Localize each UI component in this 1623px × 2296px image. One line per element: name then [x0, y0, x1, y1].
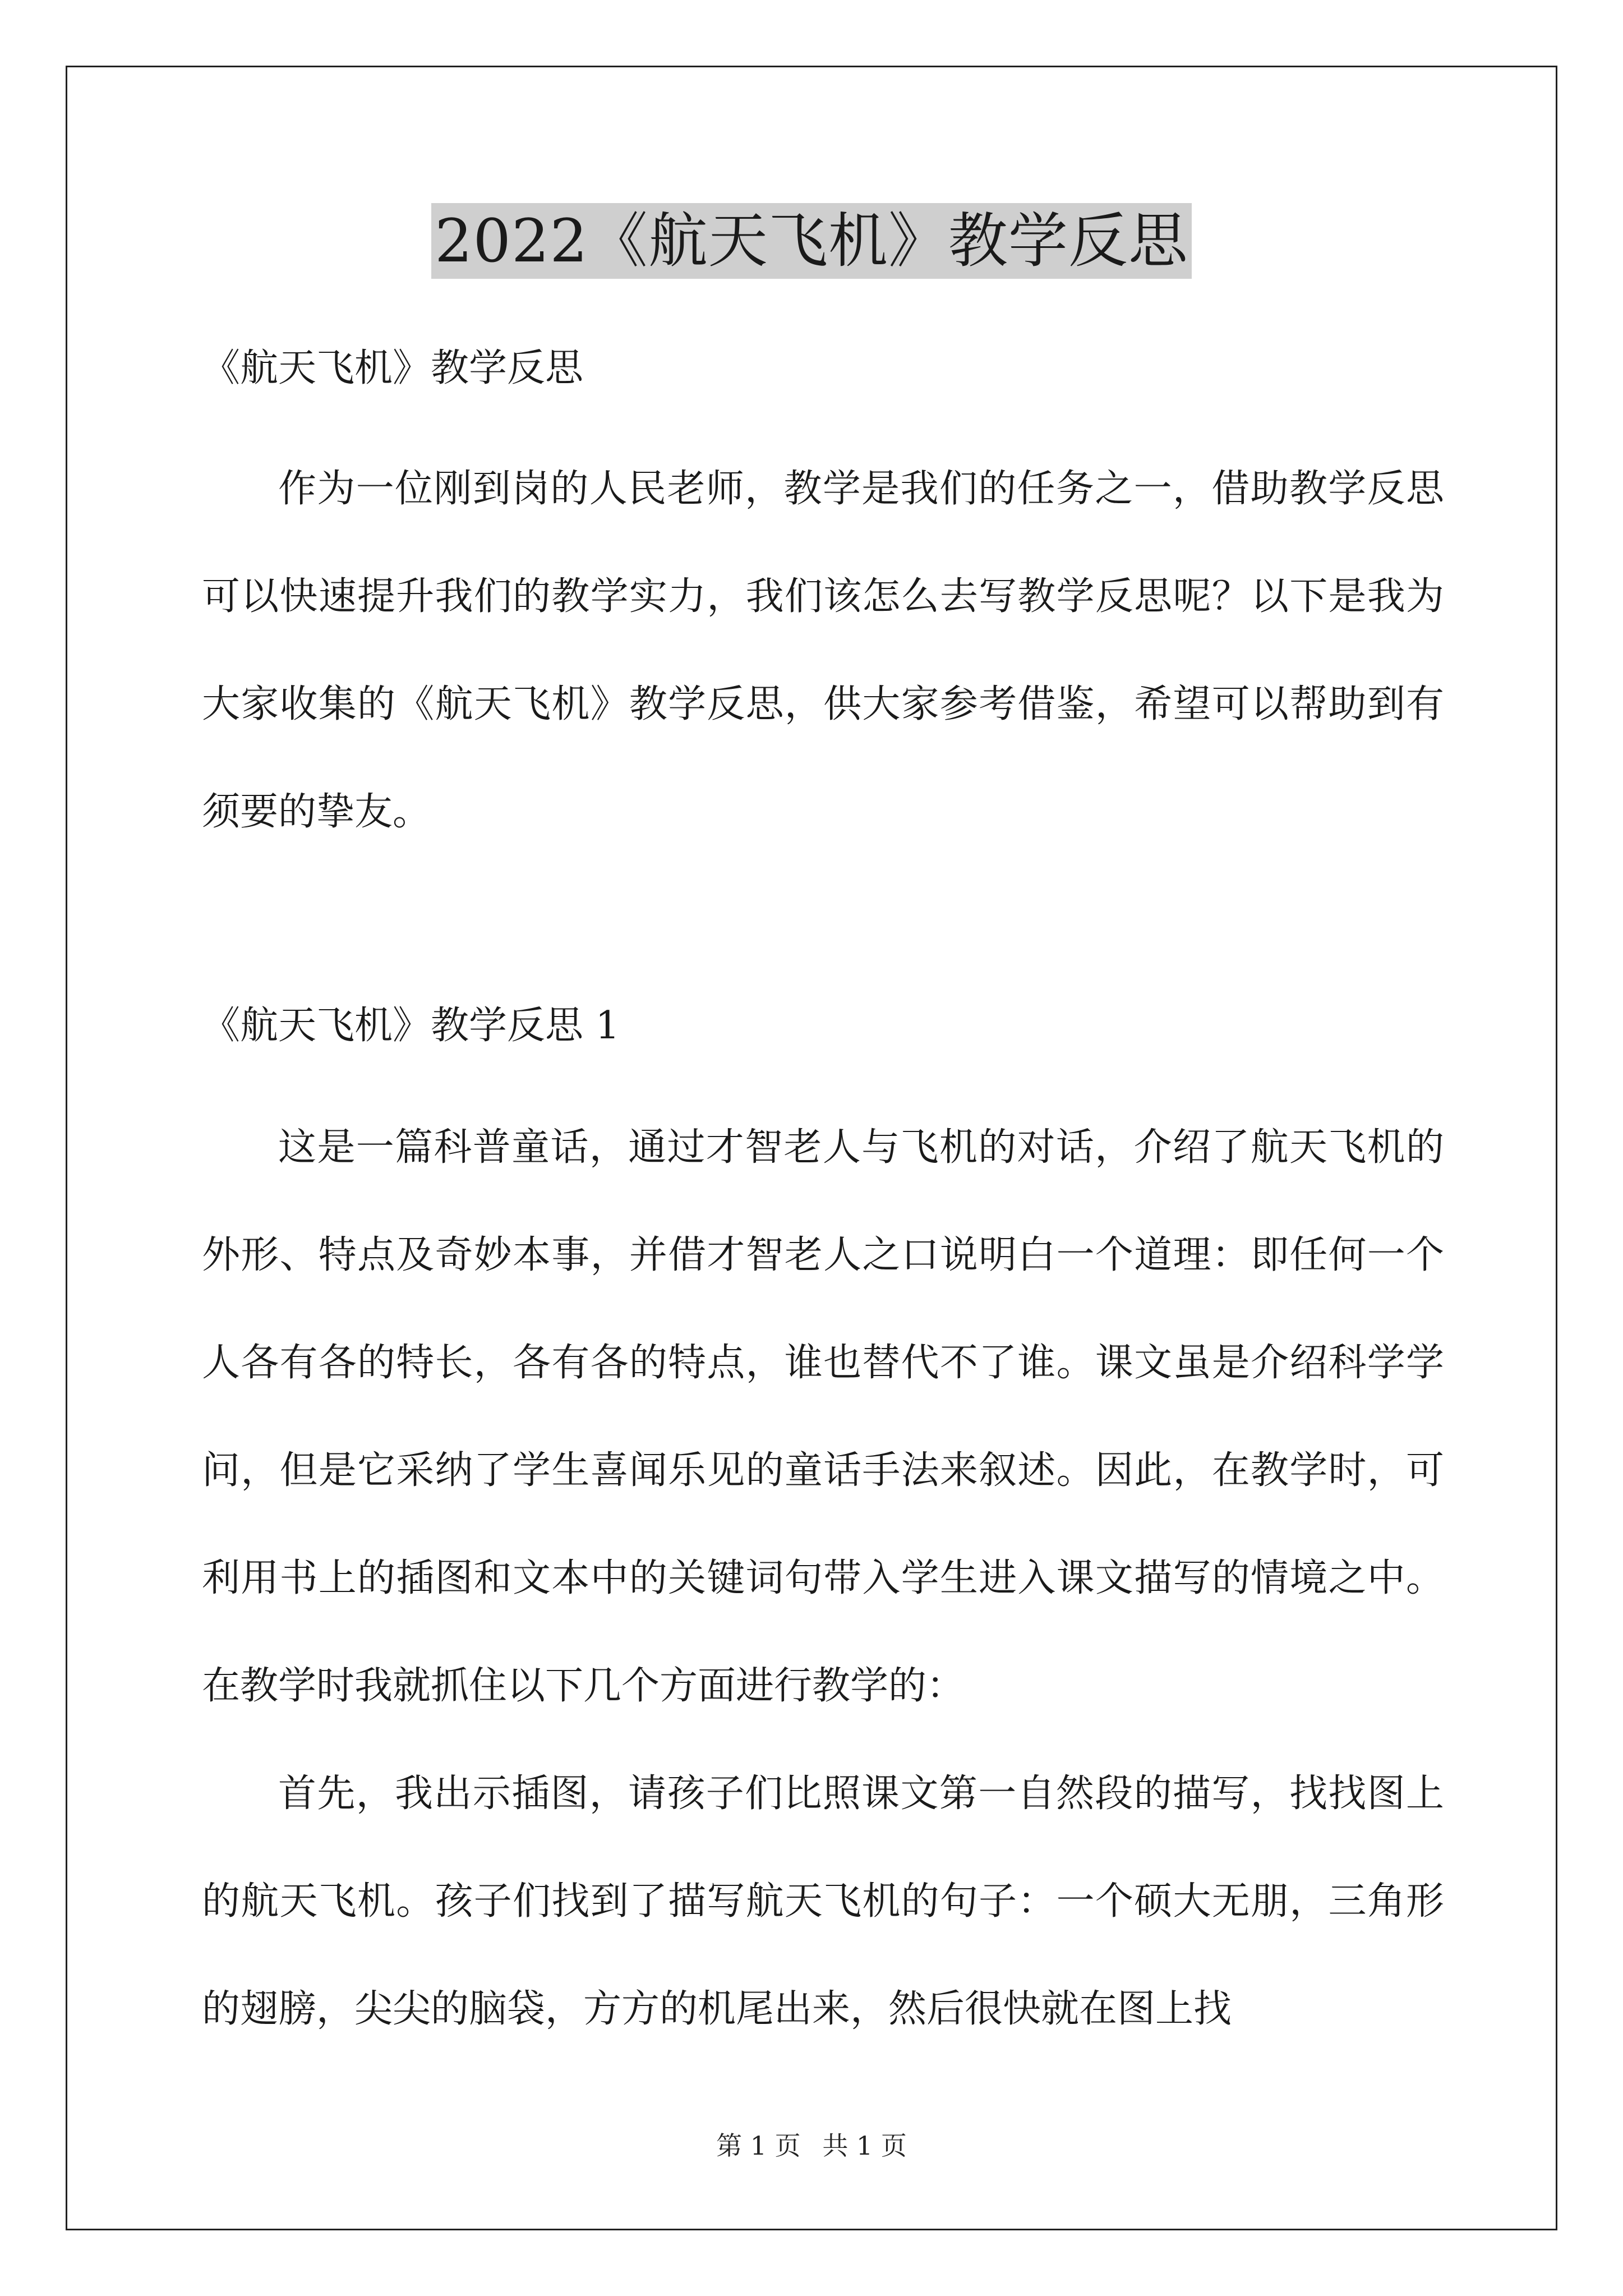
document-body	[202, 338, 1444, 2063]
intro-paragraph: 作为一位刚到岗的人民老师，教学是我们的任务之一，借助教学反思可以快速提升我们的教学实力，我们该怎么去写教学反思呢？以下是我为大家收集的《航天飞机》教学反思，供大家参考借鉴，希望可以帮助到有须要的挚友。	[202, 467, 1444, 834]
spacer	[202, 399, 1444, 435]
spacer	[202, 1057, 1444, 1094]
page-number: 第 1 页	[716, 2131, 801, 2161]
document-title: 2022《航天飞机》教学反思	[431, 203, 1192, 279]
section1-paragraph-1: 这是一篇科普童话，通过才智老人与飞机的对话，介绍了航天飞机的外形、特点及奇妙本事，并借才智老人之口说明白一个道理：即任何一个人各有各的特长，各有各的特点，谁也替代不了谁。课文虽是介绍科学学问，但是它采纳了学生喜闻乐见的童话手法来叙述。因此，在教学时，可利用书上的插图和文本中的关键词句带入学生进入课文描写的情境之中。在教学时我就抓住以下几个方面进行教学的：	[202, 1125, 1444, 1708]
title-wrap	[0, 203, 1623, 279]
spacer	[202, 866, 1444, 995]
intro-heading: 《航天飞机》教学反思	[202, 346, 584, 390]
page-footer	[0, 2129, 1623, 2162]
section1-heading: 《航天飞机》教学反思 1	[202, 1004, 620, 1048]
page-total: 共 1 页	[822, 2131, 907, 2161]
section1-paragraph-2: 首先，我出示插图，请孩子们比照课文第一自然段的描写，找找图上的航天飞机。孩子们找到了描写航天飞机的句子：一个硕大无朋，三角形的翅膀，尖尖的脑袋，方方的机尾出来，然后很快就在图上找	[202, 1772, 1444, 2031]
